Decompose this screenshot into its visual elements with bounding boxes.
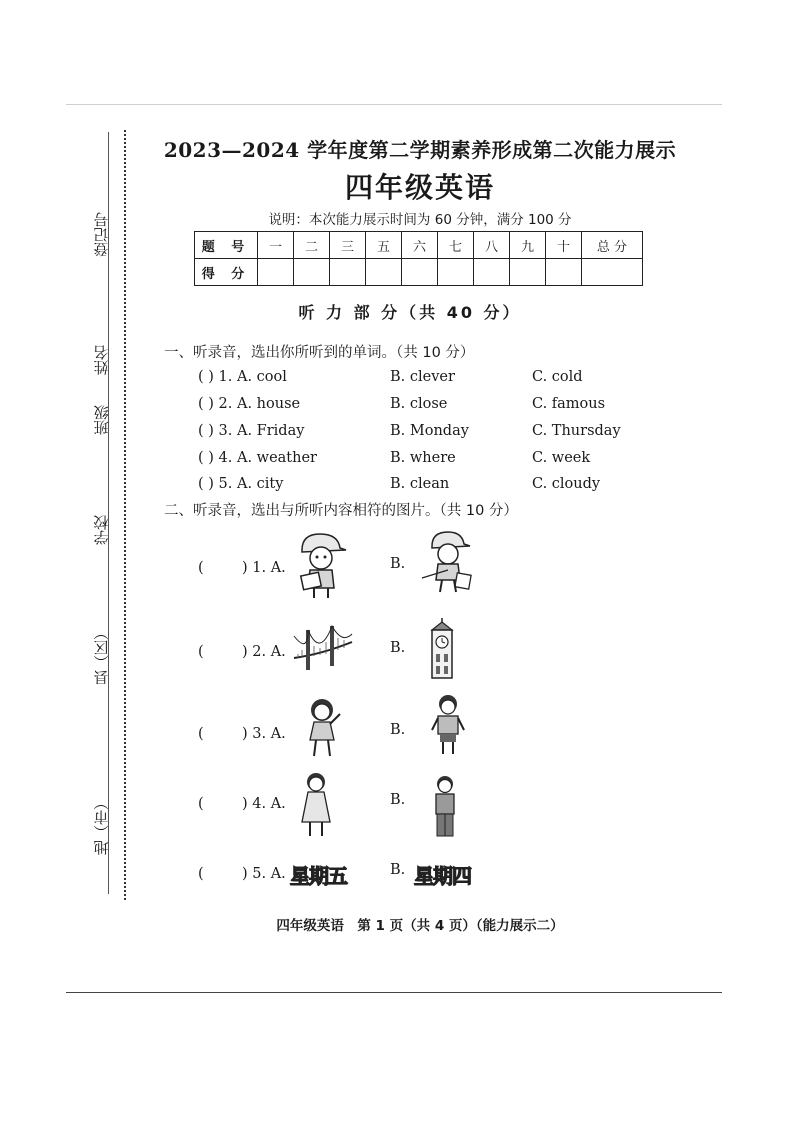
question-text[interactable]: ( ) 1. A. cool xyxy=(198,369,287,385)
thursday-word-art: 星期四 xyxy=(414,864,471,888)
option-b-label: B. xyxy=(390,640,406,656)
part1-heading: 一、听录音，选出你所听到的单词。（共 10 分） xyxy=(164,345,475,361)
bottom-rule xyxy=(66,992,722,993)
question-number: ) 5. A. xyxy=(242,866,286,882)
registration-number-label: 登记号 xyxy=(92,212,111,258)
boy-standing-icon xyxy=(428,694,468,756)
score-table-row-label: 得 分 xyxy=(195,259,258,286)
score-cell[interactable] xyxy=(546,259,582,286)
score-cell[interactable] xyxy=(474,259,510,286)
score-cell[interactable] xyxy=(402,259,438,286)
option-c: C. Thursday xyxy=(532,423,621,439)
county-field-label: 县（区） xyxy=(92,625,111,685)
part1-question xyxy=(198,423,638,445)
boy-in-coat-icon xyxy=(428,774,462,838)
option-b-label: B. xyxy=(390,862,406,878)
score-table-col: 十 xyxy=(546,232,582,259)
question-text[interactable]: ( ) 2. A. house xyxy=(198,396,301,412)
score-table-col: 九 xyxy=(510,232,546,259)
score-cell[interactable] xyxy=(510,259,546,286)
top-rule xyxy=(66,104,722,105)
score-cell[interactable] xyxy=(258,259,294,286)
option-b-label: B. xyxy=(390,556,406,572)
question-number: ) 1. A. xyxy=(242,560,286,576)
question-number: ) 3. A. xyxy=(242,726,286,742)
question-text[interactable]: ( ) 4. A. weather xyxy=(198,450,317,466)
score-table-score-row xyxy=(195,259,643,286)
score-table-col: 三 xyxy=(330,232,366,259)
score-table-col: 八 xyxy=(474,232,510,259)
score-table xyxy=(194,231,643,286)
score-table-col: 七 xyxy=(438,232,474,259)
question-text[interactable]: ( ) 3. A. Friday xyxy=(198,423,305,439)
answer-paren[interactable]: ( xyxy=(198,866,204,882)
score-table-header-row xyxy=(195,232,643,259)
binding-dotted-line xyxy=(124,130,126,900)
part2-heading: 二、听录音，选出与所听内容相符的图片。（共 10 分） xyxy=(164,503,518,519)
listening-section-title: 听 力 部 分（共 40 分） xyxy=(298,303,522,322)
option-b: B. clean xyxy=(390,476,450,492)
score-table-row-label: 题 号 xyxy=(195,232,258,259)
answer-paren[interactable]: ( xyxy=(198,560,204,576)
score-table-col: 一 xyxy=(258,232,294,259)
page-footer: 四年级英语 第 1 页（共 4 页）（能力展示二） xyxy=(276,918,564,934)
option-b: B. clever xyxy=(390,369,455,385)
option-c: C. week xyxy=(532,450,591,466)
part1-question xyxy=(198,450,638,472)
part1-question xyxy=(198,476,638,498)
question-number: ) 4. A. xyxy=(242,796,286,812)
score-table-col: 六 xyxy=(402,232,438,259)
option-b: B. where xyxy=(390,450,456,466)
question-text[interactable]: ( ) 5. A. city xyxy=(198,476,284,492)
part1-question xyxy=(198,396,638,418)
option-c: C. famous xyxy=(532,396,606,412)
class-field-label: 班级 xyxy=(92,405,111,435)
exam-instructions: 说明：本次能力展示时间为 60 分钟，满分 100 分 xyxy=(268,212,572,228)
score-table-col: 二 xyxy=(294,232,330,259)
score-table-col: 总 分 xyxy=(582,232,643,259)
option-b-label: B. xyxy=(390,792,406,808)
score-cell[interactable] xyxy=(330,259,366,286)
exam-subject: 四年级英语 xyxy=(344,171,495,204)
name-field-label: 姓名 xyxy=(92,345,111,375)
question-number: ) 2. A. xyxy=(242,644,286,660)
part1-question xyxy=(198,369,638,391)
girl-standing-icon xyxy=(298,772,334,838)
exam-title: 2023—2024 学年度第二学期素养形成第二次能力展示 xyxy=(163,138,677,162)
boy-drawing-picture-icon xyxy=(418,530,478,594)
score-cell[interactable] xyxy=(294,259,330,286)
school-field-label: 学校 xyxy=(92,515,111,545)
friday-word-art: 星期五 xyxy=(290,864,347,888)
score-cell[interactable] xyxy=(366,259,402,286)
clock-tower-icon xyxy=(424,616,460,682)
option-c: C. cloudy xyxy=(532,476,601,492)
option-b-label: B. xyxy=(390,722,406,738)
girl-waving-icon xyxy=(300,696,346,760)
score-table-col: 五 xyxy=(366,232,402,259)
boy-reading-book-icon xyxy=(294,530,348,600)
bridge-icon xyxy=(292,624,354,676)
answer-paren[interactable]: ( xyxy=(198,726,204,742)
option-c: C. cold xyxy=(532,369,583,385)
region-field-label: 地（市） xyxy=(92,795,111,855)
answer-paren[interactable]: ( xyxy=(198,644,204,660)
score-cell[interactable] xyxy=(438,259,474,286)
option-b: B. close xyxy=(390,396,448,412)
score-cell[interactable] xyxy=(582,259,643,286)
option-b: B. Monday xyxy=(390,423,469,439)
answer-paren[interactable]: ( xyxy=(198,796,204,812)
